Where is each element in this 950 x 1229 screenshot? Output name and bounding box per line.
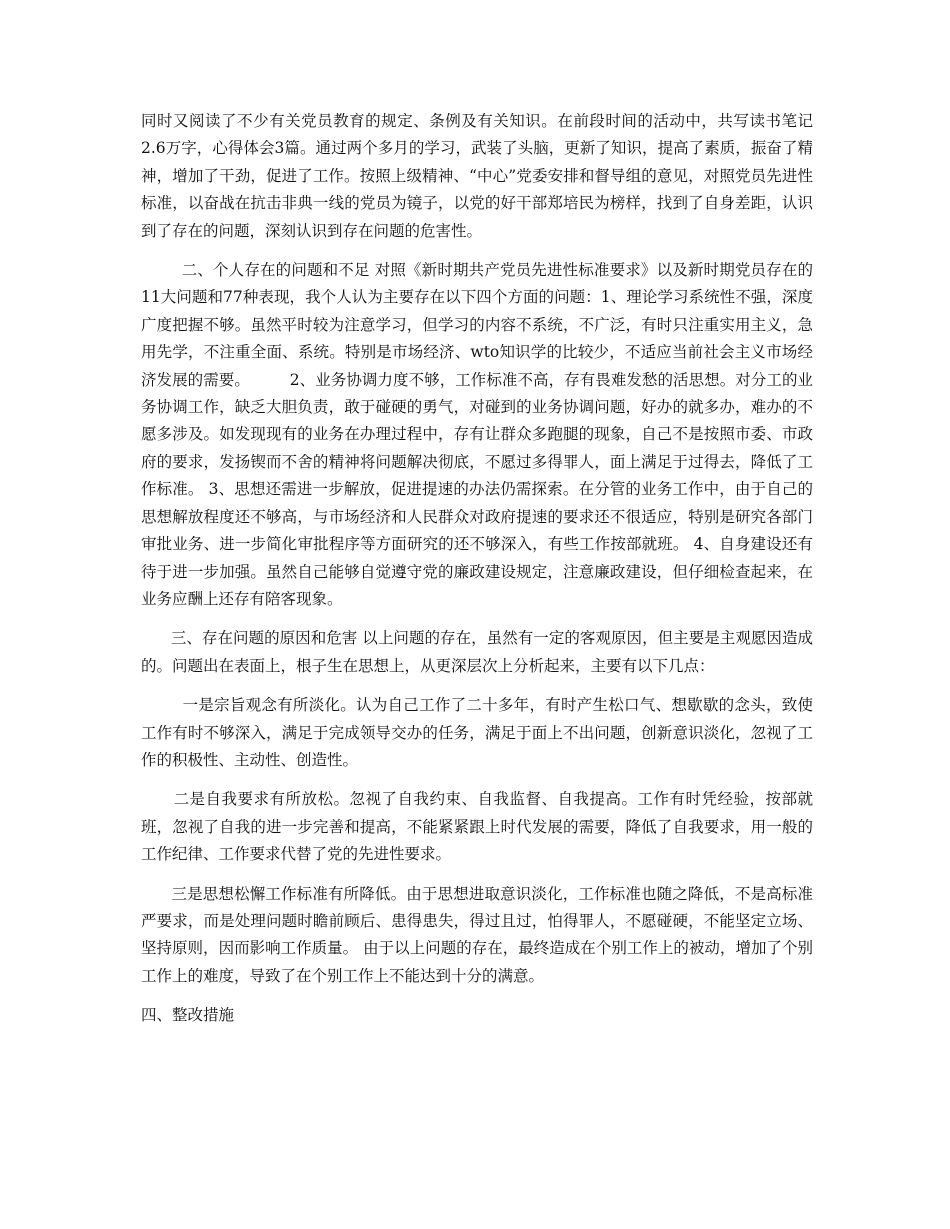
paragraph-cause-three: 三是思想松懈工作标准有所降低。由于思想进取意识淡化，工作标准也随之降低，不是高标准严要求，而是处理问题时瞻前顾后、患得患失，得过且过，怕得罪人，不愿碰硬，不能坚定立场、坚持原则，因而影响工作质量。 由于以上问题的存在，最终造成在个别工作上的被动，增加了个别工作上的难度，导致了在个别工作上不能达到十分的满意。 [141,884,813,985]
paragraph-cause-one: 一是宗旨观念有所淡化。认为自己工作了二十多年，有时产生松口气、想歇歇的念头，致使工作有时不够深入，满足于完成领导交办的任务，满足于面上不出问题，创新意识淡化，忽视了工作的积极性、主动性、创造性。 [141,696,813,769]
paragraph-study-summary: 同时又阅读了不少有关党员教育的规定、条例及有关知识。在前段时间的活动中，共写读书笔记2.6万字，心得体会3篇。通过两个多月的学习，武装了头脑，更新了知识，提高了素质，振奋了精神，增加了干劲，促进了工作。按照上级精神、“中心”党委安排和督导组的意见，对照党员先进性标准，以奋战在抗击非典一线的党员为镜子，以党的好干部郑培民为榜样，找到了自身差距，认识到了存在的问题，深刻认识到存在问题的危害性。 [141,112,813,240]
paragraph-problems-and-shortcomings: 二、个人存在的问题和不足 对照《新时期共产党员先进性标准要求》以及新时期党员存在的11大问题和77种表现，我个人认为主要存在以下四个方面的问题：1、理论学习系统性不强，深度广度把握不够。虽然平时较为注意学习，但学习的内容不系统，不广泛，有时只注重实用主义，急用先学，不注重全面、系统。特别是市场经济、wto知识学的比较少，不适应当前社会主义市场经济发展的需要。 2、业务协调力度不够，工作标准不高，存有畏难发愁的活思想。对分工的业务协调工作，缺乏大胆负责，敢于碰硬的勇气，对碰到的业务协调问题，好办的就多办，难办的不愿多涉及。如发现现有的业务在办理过程中，存有让群众多跑腿的现象，自己不是按照市委、市政府的要求，发扬锲而不舍的精神将问题解决彻底，不愿过多得罪人，面上满足于过得去，降低了工作标准。 3、思想还需进一步解放，促进提速的办法仍需探索。在分管的业务工作中，由于自己的思想解放程度还不够高，与市场经济和人民群众对政府提速的要求还不很适应，特别是研究各部门审批业务、进一步简化审批程序等方面研究的还不够深入，有些工作按部就班。 4、自身建设还有待于进一步加强。虽然自己能够自觉遵守党的廉政建设规定，注意廉政建设，但仔细检查起来，在业务应酬上还存有陪客现象。 [141,261,814,608]
paragraph-causes-and-harms: 三、存在问题的原因和危害 以上问题的存在，虽然有一定的客观原因，但主要是主观愿因造成的。问题出在表面上，根子生在思想上，从更深层次上分析起来，主要有以下几点： [141,629,814,675]
section-heading-rectification: 四、整改措施 [141,1006,235,1025]
paragraph-cause-two: 二是自我要求有所放松。忽视了自我约束、自我监督、自我提高。工作有时凭经验，按部就班，忽视了自我的进一步完善和提高，不能紧紧跟上时代发展的需要，降低了自我要求，用一般的工作纪律、工作要求代替了党的先进性要求。 [141,790,813,864]
document-body [141,108,813,1030]
